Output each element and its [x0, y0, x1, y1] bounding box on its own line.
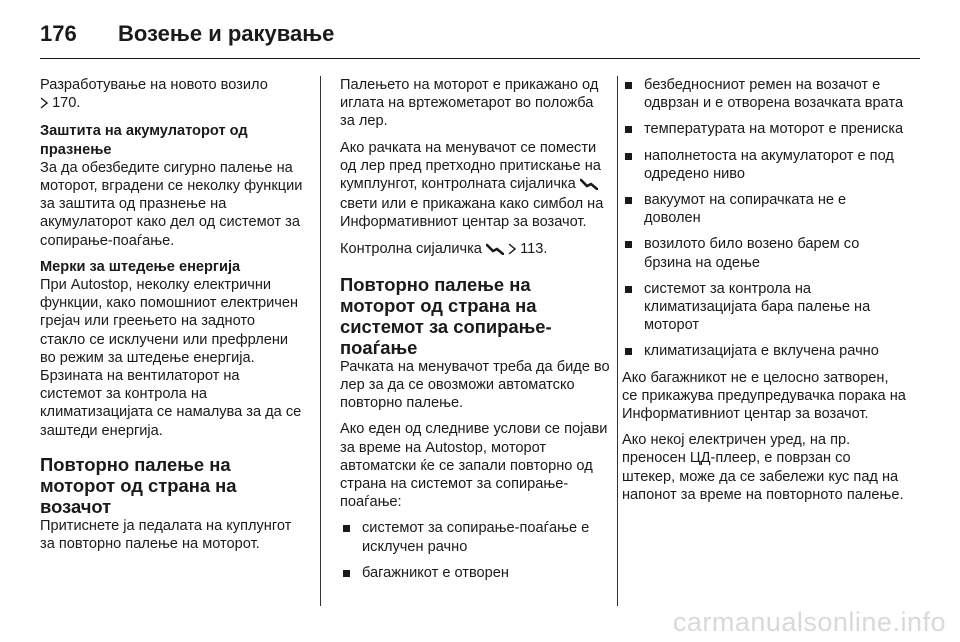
list-item: климатизацијата е вклучена рачно [622, 342, 906, 360]
page-number: 176 [40, 21, 77, 46]
list-item: безбедносниот ремен на возачот е одврзан и е отворена возачката врата [622, 76, 906, 112]
stop-start-lamp-icon [486, 242, 504, 260]
bullet-square-icon [625, 153, 632, 160]
column-2 [340, 76, 610, 590]
bullet-square-icon [625, 82, 632, 89]
page-reference-link[interactable]: 113. [520, 240, 548, 257]
page-title: Возење и ракување [118, 21, 335, 46]
paragraph: Притиснете ја педалата на куплунгот за повторно палење на моторот. [40, 517, 292, 553]
list-item: наполнетоста на акумулаторот е под одредено ниво [622, 147, 906, 183]
paragraph: Ако некој електричен уред, на пр. преносен ЦД-плеер, е поврзан со штекер, може да се забележи кус пад на напонот за време на повторното палење. [622, 432, 904, 503]
paragraph: Разработување на новото возило 170. [40, 76, 304, 114]
bullet-square-icon [625, 286, 632, 293]
paragraph: Ако багажникот не е целосно затворен, се прикажува предупредувачка порака на Информативниот центар за возачот. [622, 369, 906, 423]
paragraph: При Autostop, неколку електрични функции, како помошниот електричен грејач или греењето на задното стакло се исклучени или префрлени во режим за штедење енергија. Брзината на вентилаторот на системот за контрола на климатизацијата се намалува за да се заштеди енергија. [40, 277, 302, 439]
condition-list [622, 76, 906, 361]
header-divider [40, 58, 920, 59]
paragraph: Палењето на моторот е прикажано од иглата на вртежометарот во положба за лер. [340, 77, 599, 130]
list-item: возилото било возено барем со брзина на одење [622, 235, 906, 271]
stop-start-lamp-icon [580, 177, 598, 195]
paragraph: Ако рачката на менувачот се помести од лер пред претходно притискање на кумплунгот, контролната сијаличка свети или е прикажана како симбол на Информативниот центар за возачот. [340, 139, 604, 231]
bullet-square-icon [625, 348, 632, 355]
paragraph: За да обезбедите сигурно палење на моторот, вградени се неколку функции за заштита од празнење на акумулаторот како дел од системот за сопирање-поаѓање. [40, 159, 303, 249]
section-heading: Мерки за штедење енергија [40, 258, 241, 275]
paragraph: Ако еден од следниве услови се појави за време на Autostop, моторот автоматски ќе се запали повторно од страна на системот за сопирање-поаѓање: [340, 421, 608, 511]
page-reference-arrow-icon [40, 96, 48, 114]
bullet-square-icon [625, 241, 632, 248]
watermark: carmanualsonline.info [672, 607, 946, 637]
list-item: системот за контрола на климатизацијата бара палење на моторот [622, 280, 906, 335]
page-reference-link[interactable]: 170. [52, 95, 81, 112]
bullet-square-icon [625, 126, 632, 133]
list-item: вакуумот на сопирачката не е доволен [622, 191, 906, 227]
bullet-square-icon [343, 570, 350, 577]
section-heading: Заштита на акумулаторот од празнење [40, 123, 248, 158]
paragraph: Контролна сијаличка 113. [340, 240, 610, 260]
bullet-square-icon [625, 197, 632, 204]
list-item: системот за сопирање-поаѓање е исклучен рачно [340, 519, 610, 555]
section-heading-large: Повторно палење на моторот од страна на возачот [40, 453, 237, 517]
page-reference-arrow-icon [508, 242, 516, 260]
section-heading-large: Повторно палење на моторот од страна на системот за сопирање-поаѓање [340, 273, 552, 358]
paragraph: Рачката на менувачот треба да биде во лер за да се овозможи автоматско повторно палење. [340, 358, 610, 412]
bullet-square-icon [343, 525, 350, 532]
column-3 [622, 76, 906, 512]
column-1 [40, 76, 304, 561]
page-header [40, 14, 920, 54]
column-divider-1 [320, 76, 321, 606]
list-item: температурата на моторот е прениска [622, 120, 906, 138]
list-item: багажникот е отворен [340, 564, 610, 582]
column-divider-2 [617, 76, 618, 606]
condition-list [340, 519, 610, 582]
